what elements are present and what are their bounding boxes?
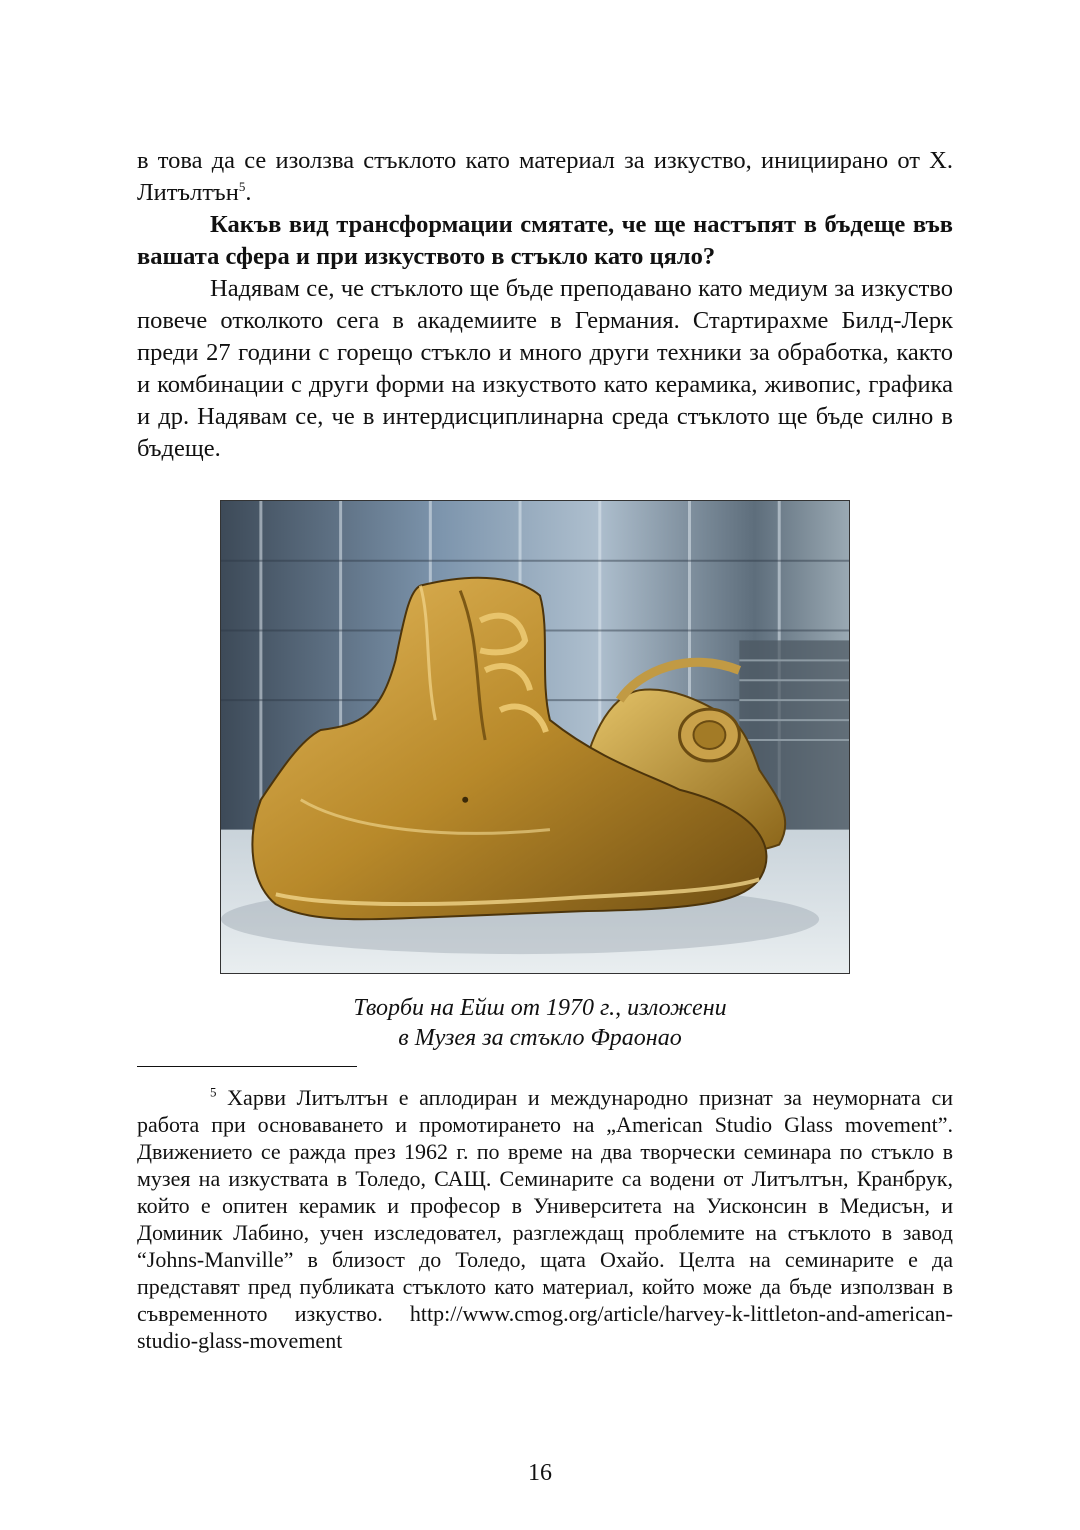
page-number: 16 bbox=[528, 1460, 552, 1486]
interview-question: Какъв вид трансформации смятате, че ще настъпят в бъдеще във вашата сфера и при изкуството в стъкло като цяло? bbox=[137, 211, 953, 270]
caption-line-2: в Музея за стъкло Фраонао bbox=[398, 1025, 682, 1051]
photo-illustration bbox=[221, 501, 849, 973]
figure-caption bbox=[137, 993, 943, 1053]
paragraph-intro: в това да се изолзва стъклото като материал за изкуство, инициирано от Х. Литълтън$^5$. bbox=[137, 147, 953, 206]
footnote-ref[interactable]: 5 bbox=[238, 178, 246, 194]
footnote-text: Харви Литълтън е аплодиран и международно признат за неуморната си работа при основаването и промотирането на „American Studio Glass movement”. Движението се ражда през 1962 г. по време на два творчески семинара по стъкло в музея на изкуствата в Толедо, САЩ. Семинарите са водени от Литълтън, Кранбрук, който е опитен керамик и професор в Университета на Уисконсин в Медисън, и Доминик Лабино, учен изследовател, разглеждащ проблемите на стъклото в завод “Johns-Manville” в близост до Толедо, щата Охайо. Целта на семинарите е да представят пред публиката стъклото като материал, който може да бъде използван в съвременното изкуство. http://www.cmog.org/article/harvey-k-littleton-and-american-studio-glass-movement bbox=[137, 1085, 953, 1353]
footnote-number: 5 bbox=[210, 1084, 217, 1100]
photo-glass-shoes bbox=[220, 500, 850, 974]
caption-line-1: Творби на Ейш от 1970 г., изложени bbox=[353, 995, 727, 1021]
footnote bbox=[137, 1084, 953, 1354]
interview-answer: Надявам се, че стъклото ще бъде преподавано като медиум за изкуство повече отколкото сега в академиите в Германия. Стартирахме Билд-Лерк преди 27 години с горещо стъкло и много други техники за обработка, както и комбинации с други форми на изкуството като керамика, живопис, графика и др. Надявам се, че в интердисциплинарна среда стъклото ще бъде силно в бъдеще. bbox=[137, 275, 953, 462]
body-text bbox=[137, 145, 953, 465]
footnote-divider bbox=[137, 1066, 357, 1067]
